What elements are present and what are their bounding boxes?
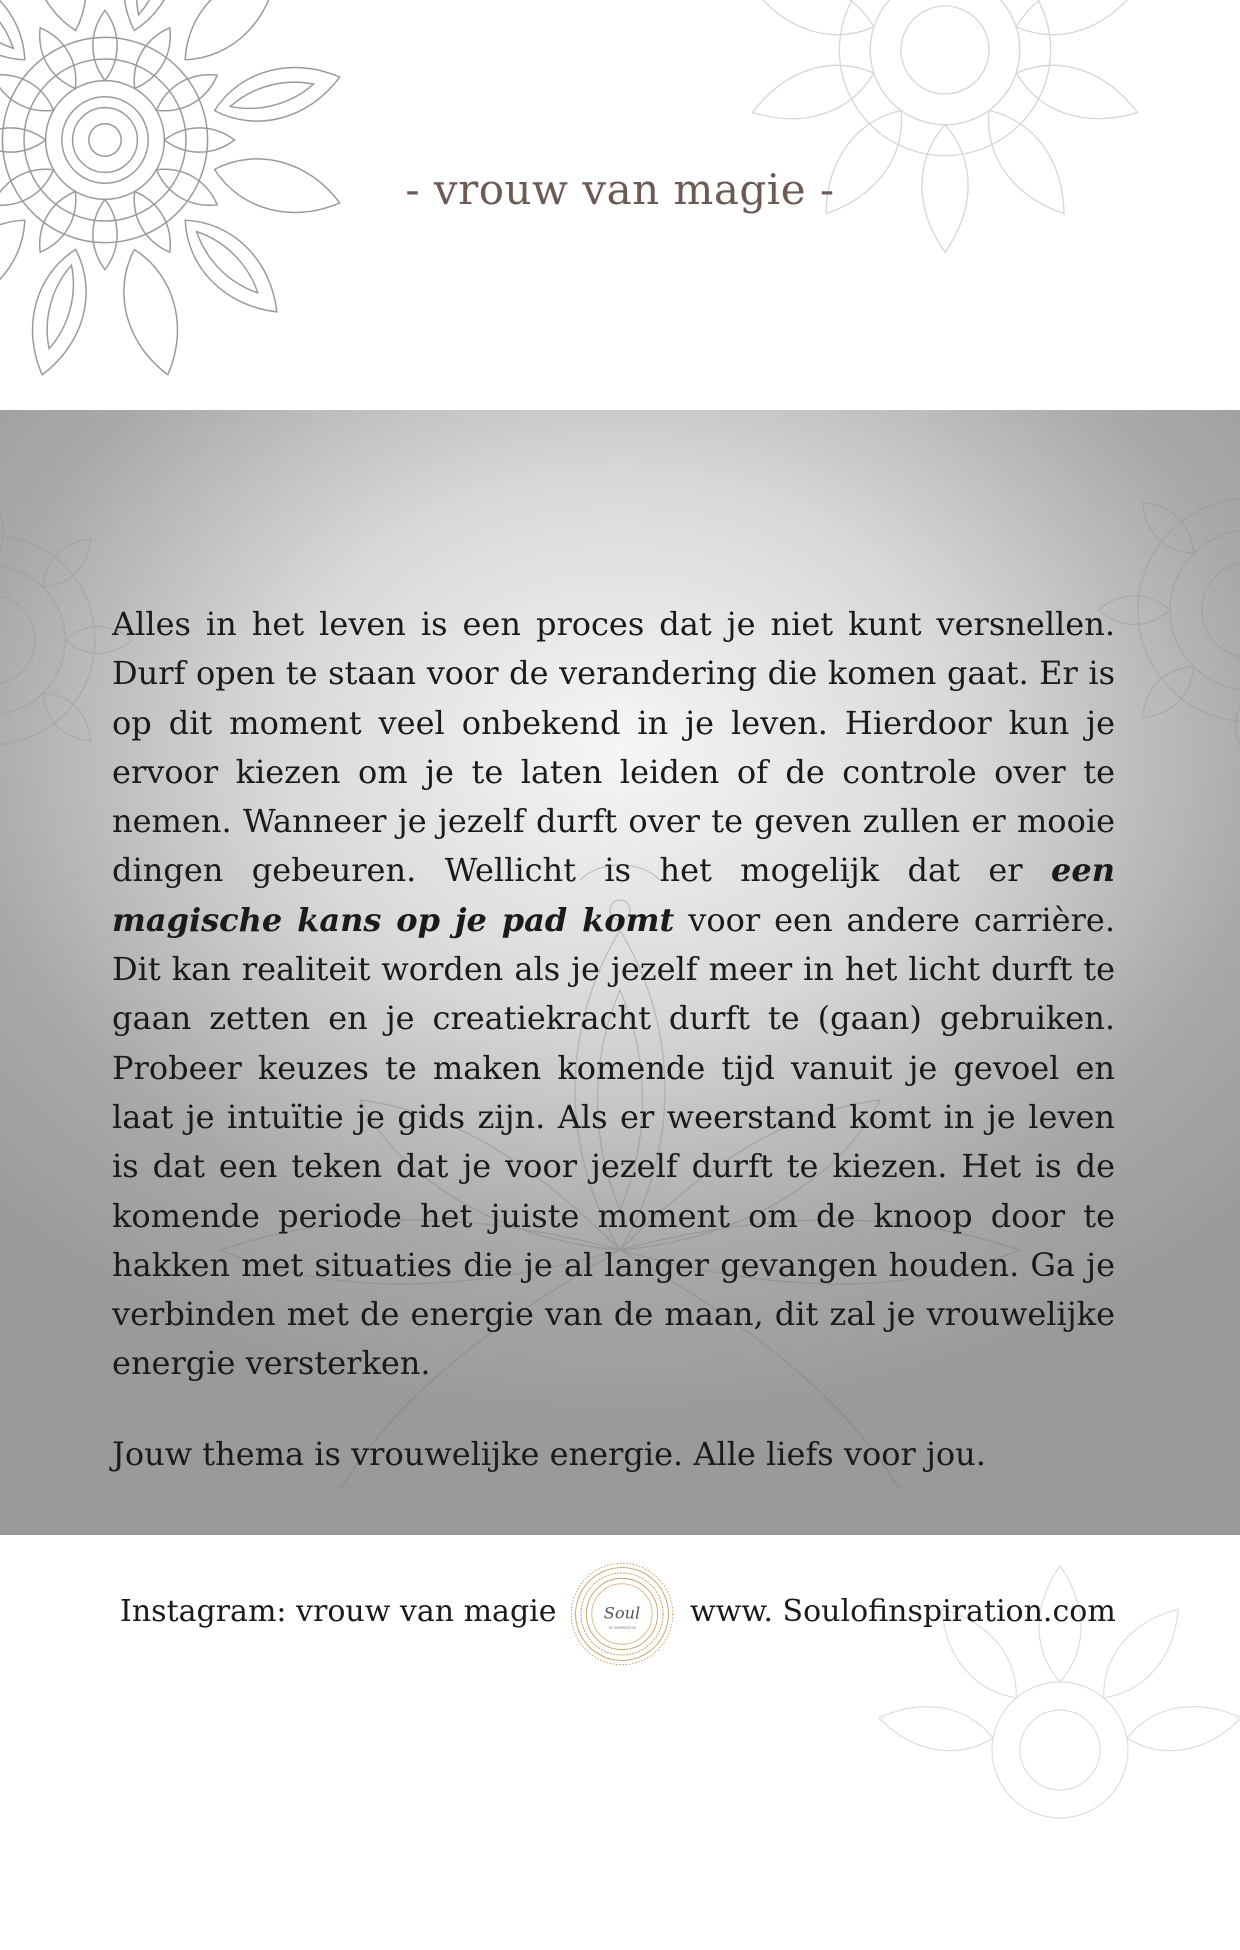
logo-text-top: Soul	[603, 1603, 641, 1623]
body-paragraph	[112, 600, 1115, 1389]
page-title: - vrouw van magie -	[405, 165, 835, 214]
content-panel	[0, 410, 1240, 1535]
logo-text-bottom: OF INSPIRATION	[608, 1626, 636, 1631]
soul-of-inspiration-logo	[568, 1560, 676, 1668]
website-link[interactable]: www. Soulofinspiration.com	[690, 1594, 1116, 1629]
instagram-handle: Instagram: vrouw van magie	[120, 1594, 557, 1629]
closing-line: Jouw thema is vrouwelijke energie. Alle liefs voor jou.	[112, 1435, 986, 1473]
body-text-start: Alles in het leven is een proces dat je niet kunt versnellen. Durf open te staan voor de verandering die komen gaat. Er is op dit moment veel onbekend in je leven. Hierdoor kun je ervoor kiezen om je te laten leiden of de controle over te nemen. Wanneer je jezelf durft over te geven zullen er mooie dingen gebeuren. Wellicht is het mogelijk dat er	[112, 605, 1115, 890]
mandala-decoration-top-right	[725, 0, 1165, 270]
body-emphasis: een magische kans op je pad komt	[112, 851, 1115, 939]
body-text-end: voor een andere carrière. Dit kan realiteit worden als je jezelf meer in het licht durft te gaan zetten en je creatiekracht durft te (gaan) gebruiken. Probeer keuzes te maken komende tijd vanuit je gevoel en laat je intuïtie je gids zijn. Als er weerstand komt in je leven is dat een teken dat je voor jezelf durft te kiezen. Het is de komende periode het juiste moment om de knoop door te hakken met situaties die je al langer gevangen houden. Ga je verbinden met de energie van de maan, dit zal je vrouwelijke energie versterken.	[112, 900, 1116, 1383]
